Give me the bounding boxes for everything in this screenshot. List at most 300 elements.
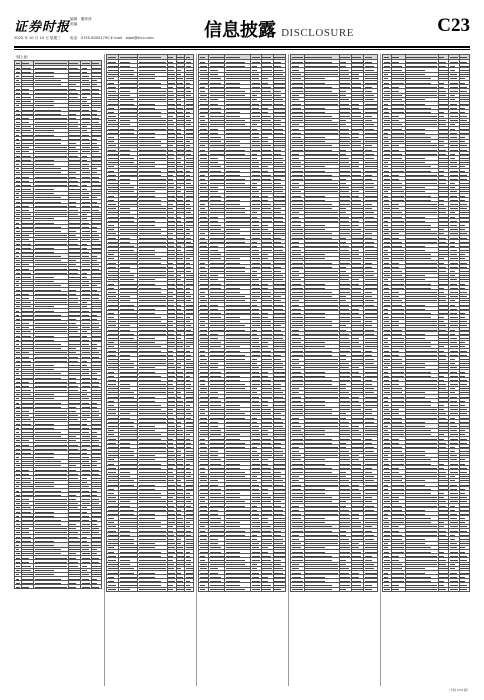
cell-text-line xyxy=(200,250,208,251)
cell-text-line xyxy=(186,560,192,561)
cell-text-line xyxy=(210,246,218,247)
cell-text-line xyxy=(200,468,205,469)
cell-text-line xyxy=(108,363,118,364)
cell-text-line xyxy=(274,384,280,385)
cell-text-line xyxy=(210,426,218,427)
cell-text-line xyxy=(274,95,280,96)
cell-text-line xyxy=(177,196,183,197)
cell-text-line xyxy=(177,338,181,339)
cell-text-line xyxy=(186,104,193,105)
cell-text-line xyxy=(35,562,68,563)
cell-text-line xyxy=(262,275,272,276)
cell-text-line xyxy=(120,363,134,364)
cell-text-line xyxy=(210,447,224,448)
cell-text-line xyxy=(139,422,167,423)
cell-text-line xyxy=(252,547,259,548)
cell-text-line xyxy=(226,112,241,113)
cell-text-line xyxy=(226,66,246,67)
cell-text-line xyxy=(69,218,79,219)
cell-text-line xyxy=(22,491,32,492)
cell-text-line xyxy=(16,197,19,198)
cell-text-line xyxy=(177,129,181,130)
cell-text-line xyxy=(210,443,224,444)
cell-text-line xyxy=(200,476,207,477)
cell-text-line xyxy=(274,367,282,368)
cell-text-line xyxy=(92,352,99,353)
cell-text-line xyxy=(139,585,161,586)
cell-text-line xyxy=(210,518,221,519)
cell-text-line xyxy=(177,526,184,527)
cell-text-line xyxy=(92,331,100,332)
cell-text-line xyxy=(177,577,183,578)
cell-text-line xyxy=(139,116,161,117)
cell-text-line xyxy=(22,244,30,245)
cell-text-line xyxy=(16,63,21,64)
cell-text-line xyxy=(120,145,137,146)
cell-text-line xyxy=(139,104,156,105)
cell-text-line xyxy=(252,112,260,113)
cell-text-line xyxy=(252,166,259,167)
cell-text-line xyxy=(108,409,116,410)
cell-text-line xyxy=(177,501,184,502)
cell-text-line xyxy=(200,443,205,444)
cell-text-line xyxy=(226,154,246,155)
cell-text-line xyxy=(35,457,55,458)
cell-text-line xyxy=(226,91,246,92)
cell-text-line xyxy=(226,62,246,63)
cell-text-line xyxy=(186,506,192,507)
cell-text-line xyxy=(274,254,284,255)
cell-text-line xyxy=(186,162,193,163)
cell-text-line xyxy=(226,171,241,172)
cell-text-line xyxy=(108,539,118,540)
cell-text-line xyxy=(82,436,90,437)
cell-text-line xyxy=(226,552,241,553)
cell-text-line xyxy=(252,263,260,264)
cell-text-line xyxy=(177,296,184,297)
cell-text-line xyxy=(200,83,208,84)
cell-text-line xyxy=(108,405,114,406)
cell-text-line xyxy=(139,413,167,414)
cell-text-line xyxy=(168,439,172,440)
cell-text-line xyxy=(120,497,137,498)
cell-text-line xyxy=(69,457,79,458)
cell-text-line xyxy=(22,248,30,249)
cell-text-line xyxy=(108,418,118,419)
cell-text-line xyxy=(82,457,89,458)
cell-text-line xyxy=(252,589,260,590)
cell-text-line xyxy=(262,506,272,507)
cell-text-line xyxy=(69,562,77,563)
cell-text-line xyxy=(139,212,167,213)
cell-text-line xyxy=(69,327,77,328)
cell-text-line xyxy=(120,57,137,58)
cell-text-line xyxy=(274,62,280,63)
cell-text-line xyxy=(262,175,270,176)
cell-text-line xyxy=(139,552,161,553)
cell-text-line xyxy=(22,269,28,270)
cell-text-line xyxy=(108,221,118,222)
cell-text-line xyxy=(82,386,90,387)
cell-text-line xyxy=(22,394,30,395)
cell-text-line xyxy=(186,124,192,125)
cell-text-line xyxy=(22,352,28,353)
cell-text-line xyxy=(210,120,224,121)
cell-text-line xyxy=(120,501,130,502)
cell-text-line xyxy=(262,547,268,548)
cell-text-line xyxy=(177,246,181,247)
cell-text-line xyxy=(186,258,190,259)
cell-text-line xyxy=(16,440,20,441)
cell-text-line xyxy=(200,225,208,226)
cell-text-line xyxy=(69,394,79,395)
cell-text-line xyxy=(210,363,218,364)
cell-text-line xyxy=(35,294,68,295)
cell-text-line xyxy=(262,250,272,251)
disclosure-tables-area xyxy=(14,54,470,692)
cell-text-line xyxy=(177,585,184,586)
table-cell xyxy=(81,585,91,589)
cell-text-line xyxy=(108,522,114,523)
cell-text-line xyxy=(200,380,205,381)
cell-text-line xyxy=(92,541,100,542)
cell-text-line xyxy=(226,577,250,578)
cell-text-line xyxy=(177,267,184,268)
cell-text-line xyxy=(168,154,174,155)
cell-text-line xyxy=(252,573,259,574)
cell-text-line xyxy=(139,183,167,184)
cell-text-line xyxy=(168,279,175,280)
cell-text-line xyxy=(35,331,68,332)
cell-text-line xyxy=(252,468,260,469)
cell-text-line xyxy=(22,118,28,119)
cell-text-line xyxy=(186,401,193,402)
cell-text-line xyxy=(274,485,282,486)
cell-text-line xyxy=(92,264,99,265)
cell-text-line xyxy=(177,175,184,176)
cell-text-line xyxy=(210,489,221,490)
cell-text-line xyxy=(274,338,282,339)
cell-text-line xyxy=(186,175,190,176)
cell-text-line xyxy=(22,273,30,274)
cell-text-line xyxy=(69,453,79,454)
cell-text-line xyxy=(82,357,90,358)
cell-text-line xyxy=(139,124,167,125)
cell-text-line xyxy=(108,279,118,280)
cell-text-line xyxy=(120,187,134,188)
cell-text-line xyxy=(82,579,89,580)
cell-text-line xyxy=(82,348,90,349)
cell-text-line xyxy=(16,491,19,492)
cell-text-line xyxy=(16,72,21,73)
cell-text-line xyxy=(274,577,284,578)
cell-text-line xyxy=(210,556,224,557)
cell-text-line xyxy=(82,507,87,508)
cell-text-line xyxy=(120,535,130,536)
cell-text-line xyxy=(210,501,224,502)
cell-text-line xyxy=(108,338,118,339)
cell-text-line xyxy=(210,359,224,360)
cell-text-line xyxy=(22,553,32,554)
cell-text-line xyxy=(139,145,161,146)
cell-text-line xyxy=(108,422,118,423)
cell-text-line xyxy=(22,583,32,584)
cell-text-line xyxy=(16,68,21,69)
cell-text-line xyxy=(69,574,79,575)
cell-text-line xyxy=(69,579,79,580)
cell-text-line xyxy=(274,200,284,201)
cell-text-line xyxy=(200,472,205,473)
cell-text-line xyxy=(35,558,68,559)
cell-text-line xyxy=(139,535,167,536)
cell-text-line xyxy=(22,122,28,123)
cell-text-line xyxy=(252,242,257,243)
cell-text-line xyxy=(274,150,280,151)
cell-text-line xyxy=(69,357,77,358)
cell-text-line xyxy=(108,300,118,301)
cell-text-line xyxy=(177,434,183,435)
cell-text-line xyxy=(274,141,284,142)
cell-text-line xyxy=(252,539,257,540)
cell-text-line xyxy=(262,217,272,218)
cell-text-line xyxy=(16,181,21,182)
cell-text-line xyxy=(274,459,284,460)
cell-text-line xyxy=(200,296,205,297)
cell-text-line xyxy=(262,363,272,364)
cell-text-line xyxy=(226,485,250,486)
cell-text-line xyxy=(274,589,280,590)
cell-text-line xyxy=(16,562,21,563)
cell-text-line xyxy=(210,573,218,574)
cell-text-line xyxy=(82,520,89,521)
cell-text-line xyxy=(210,229,221,230)
section-title xyxy=(204,16,354,42)
cell-text-line xyxy=(69,160,79,161)
cell-text-line xyxy=(139,439,161,440)
cell-text-line xyxy=(252,200,260,201)
cell-text-line xyxy=(120,171,137,172)
column-divider xyxy=(288,54,289,686)
cell-text-line xyxy=(120,552,137,553)
cell-text-line xyxy=(177,522,183,523)
cell-text-line xyxy=(177,95,184,96)
cell-text-line xyxy=(82,558,90,559)
cell-text-line xyxy=(186,518,193,519)
cell-text-line xyxy=(186,514,193,515)
cell-text-line xyxy=(226,313,250,314)
cell-text-line xyxy=(92,139,97,140)
cell-text-line xyxy=(177,200,183,201)
cell-text-line xyxy=(108,392,118,393)
cell-text-line xyxy=(92,227,97,228)
cell-text-line xyxy=(120,531,130,532)
cell-text-line xyxy=(168,300,174,301)
cell-text-line xyxy=(252,434,260,435)
cell-text-line xyxy=(16,298,21,299)
issue-date: 2020 年 10 月 14 日 星期三 xyxy=(14,36,61,40)
cell-text-line xyxy=(226,518,250,519)
cell-text-line xyxy=(252,120,260,121)
cell-text-line xyxy=(82,290,90,291)
cell-text-line xyxy=(252,171,260,172)
cell-text-line xyxy=(186,501,192,502)
cell-text-line xyxy=(252,267,260,268)
cell-text-line xyxy=(82,424,87,425)
cell-text-line xyxy=(69,503,77,504)
cell-text-line xyxy=(226,120,246,121)
cell-text-line xyxy=(16,189,21,190)
cell-text-line xyxy=(35,223,55,224)
cell-text-line xyxy=(274,271,280,272)
cell-text-line xyxy=(177,313,183,314)
cell-text-line xyxy=(274,413,280,414)
cell-text-line xyxy=(177,506,184,507)
cell-text-line xyxy=(120,573,134,574)
cell-text-line xyxy=(139,430,156,431)
cell-text-line xyxy=(168,522,175,523)
cell-text-line xyxy=(69,202,75,203)
cell-text-line xyxy=(262,284,268,285)
cell-text-line xyxy=(262,501,270,502)
cell-text-line xyxy=(168,577,175,578)
cell-text-line xyxy=(22,398,32,399)
cell-text-line xyxy=(177,57,184,58)
cell-text-line xyxy=(108,573,118,574)
cell-text-line xyxy=(262,413,270,414)
cell-text-line xyxy=(168,229,175,230)
cell-text-line xyxy=(200,133,208,134)
cell-text-line xyxy=(262,258,268,259)
cell-text-line xyxy=(16,281,19,282)
cell-text-line xyxy=(200,150,205,151)
cell-text-line xyxy=(186,233,190,234)
cell-text-line xyxy=(168,238,172,239)
cell-text-line xyxy=(226,305,250,306)
cell-text-line xyxy=(92,503,99,504)
cell-text-line xyxy=(262,359,272,360)
disclosure-table xyxy=(14,60,102,589)
cell-text-line xyxy=(108,141,114,142)
cell-text-line xyxy=(210,355,224,356)
cell-text-line xyxy=(69,197,79,198)
cell-text-line xyxy=(35,269,68,270)
cell-text-line xyxy=(177,225,183,226)
cell-text-line xyxy=(69,516,79,517)
cell-text-line xyxy=(22,549,32,550)
cell-text-line xyxy=(262,543,272,544)
cell-text-line xyxy=(186,405,190,406)
cell-text-line xyxy=(16,512,21,513)
cell-text-line xyxy=(226,129,250,130)
cell-text-line xyxy=(22,193,32,194)
cell-text-line xyxy=(22,424,30,425)
cell-text-line xyxy=(274,334,282,335)
cell-text-line xyxy=(274,191,282,192)
cell-text-line xyxy=(226,547,250,548)
cell-text-line xyxy=(16,122,21,123)
cell-text-line xyxy=(69,193,79,194)
cell-text-line xyxy=(186,171,190,172)
cell-text-line xyxy=(274,78,284,79)
cell-text-line xyxy=(69,537,77,538)
cell-text-line xyxy=(177,91,184,92)
cell-text-line xyxy=(274,401,284,402)
cell-text-line xyxy=(139,510,167,511)
cell-text-line xyxy=(252,334,257,335)
cell-text-line xyxy=(92,461,97,462)
cell-text-line xyxy=(120,166,137,167)
cell-text-line xyxy=(35,445,68,446)
cell-text-line xyxy=(186,309,193,310)
cell-text-line xyxy=(82,189,87,190)
cell-text-line xyxy=(274,284,284,285)
cell-text-line xyxy=(82,465,90,466)
cell-text-line xyxy=(22,210,28,211)
cell-text-line xyxy=(69,419,77,420)
cell-text-line xyxy=(210,560,224,561)
cell-text-line xyxy=(274,480,282,481)
cell-text-line xyxy=(35,482,55,483)
cell-text-line xyxy=(108,464,114,465)
cell-text-line xyxy=(177,472,184,473)
cell-text-line xyxy=(200,154,207,155)
cell-text-line xyxy=(226,585,241,586)
cell-text-line xyxy=(226,372,250,373)
cell-text-line xyxy=(108,564,118,565)
cell-text-line xyxy=(186,480,193,481)
cell-text-line xyxy=(69,97,77,98)
cell-text-line xyxy=(16,386,21,387)
cell-text-line xyxy=(82,378,90,379)
cell-text-line xyxy=(82,84,90,85)
cell-text-line xyxy=(16,528,20,529)
cell-text-line xyxy=(186,133,193,134)
cell-text-line xyxy=(139,447,167,448)
cell-text-line xyxy=(186,522,190,523)
cell-text-line xyxy=(35,181,68,182)
cell-text-line xyxy=(200,292,205,293)
cell-text-line xyxy=(16,76,19,77)
cell-text-line xyxy=(16,172,20,173)
cell-text-line xyxy=(22,579,32,580)
cell-text-line xyxy=(210,78,221,79)
cell-text-line xyxy=(16,252,19,253)
cell-text-line xyxy=(22,558,28,559)
cell-text-line xyxy=(210,409,224,410)
cell-text-line xyxy=(82,432,89,433)
cell-text-line xyxy=(108,506,118,507)
cell-text-line xyxy=(82,486,89,487)
cell-text-line xyxy=(168,162,175,163)
cell-text-line xyxy=(200,200,208,201)
cell-text-line xyxy=(262,585,270,586)
cell-text-line xyxy=(200,409,205,410)
cell-text-line xyxy=(16,445,21,446)
cell-text-line xyxy=(120,258,137,259)
cell-text-line xyxy=(120,367,134,368)
cell-text-line xyxy=(92,160,100,161)
cell-text-line xyxy=(139,150,167,151)
cell-text-line xyxy=(120,162,134,163)
cell-text-line xyxy=(120,355,130,356)
cell-text-line xyxy=(177,552,183,553)
cell-text-line xyxy=(200,489,208,490)
cell-text-line xyxy=(108,200,114,201)
cell-text-line xyxy=(16,260,20,261)
cell-text-line xyxy=(262,204,270,205)
cell-text-line xyxy=(35,512,55,513)
cell-text-line xyxy=(186,447,192,448)
